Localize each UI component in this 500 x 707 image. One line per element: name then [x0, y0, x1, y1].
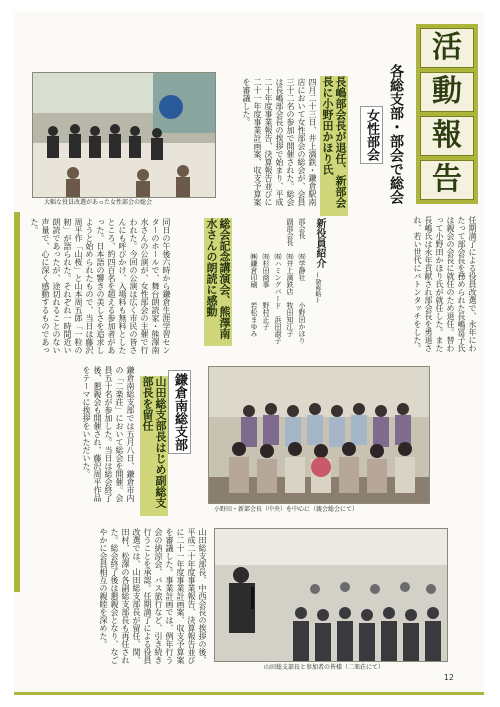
bottom-accent	[14, 692, 484, 695]
kamakura-meeting-photo	[214, 528, 448, 662]
officer-3: ㈲ハミングバード 浜田淑子	[274, 218, 282, 344]
section3-body: 同日の午後六時から鎌倉生涯学習センターのホールで、舞台朗読家・熊澤南水さんの公演が、女性部会の主催で行われた。今回の公演は広く市民の皆さんにも呼びかけ、入場料も無料としたところ、約四百名を超える参加者があった。日本語の響きの美しさを追求しようと始められたもので、当日は藤沢周平作「山桜」と山本周五郎「一粒の籾」が語られた。それぞれ一時間近い朗読であったが、途切れることのない声量で、心に深く感動するものであった。	[30, 218, 171, 354]
title-block	[414, 24, 478, 204]
section4-unit: 鎌倉南総支部	[168, 370, 191, 454]
accent-bar	[14, 212, 20, 592]
group-photo	[208, 366, 430, 504]
title-char-4: 告	[420, 160, 474, 200]
officer-1: 部会長 ㈲学静社 小野田かほり	[298, 218, 306, 344]
section4-body: 鎌倉南総支部では五月八日、鎌倉市内の「二楽荘」において総会を開催。会員五十名が参加した。当日は総会終了後、懇親会も開催され、藤沢周平作品をテーマに挨拶をいただいた。	[82, 366, 135, 502]
women-meeting-caption: 大幅な役員改選があった女性部会の総会	[44, 199, 152, 206]
kamakura-photo-caption: 山田総支部長と参加者の皆様（二楽荘にて）	[264, 664, 385, 671]
title-char-1: 活	[420, 28, 474, 68]
section1-headline: 長嶋部会長が退任、新部会長に小野田かほり氏	[320, 76, 348, 216]
officer-5: ㈱鎌倉印刷 若松まゆみ	[250, 218, 258, 337]
section1-body: 四月二十三日、井上滴鉄・鎌倉駅南店において女性部会の総会が、会員三十二名の参加で開催された。総会は長嶋部会長の挨拶で始まり、平成二十年度事業報告、決算報告並びに二十一年度事業計画案、収支予算案を審議した。	[242, 78, 317, 206]
officers-heading: 新役員紹介	[314, 218, 325, 268]
section4-headline: 山田総支部長はじめ副総支部長を留任	[140, 376, 168, 516]
section4-body2: 山田総支部長、中西会長の挨拶の後、平成二十年度事業報告、決算報告並びに二十一年度事業計画案、収支予算案を審議した。事業計画では、例年行う会の納涼会、バス旅行など、引き続き行うことを承認。任期満了による役員改選では、山田総支部長が留任、関、田村、松澤の各副総支部長も再任された。総会終了後は懇親会となり、なごやかに会員相互の親睦を深めた。	[99, 528, 207, 664]
women-meeting-photo	[32, 72, 216, 198]
officer-4: ㈲杉田商事 野村正子	[262, 218, 270, 330]
magazine-page	[14, 12, 484, 692]
section2-body: 任期満了による役員改選で、永年にわたって部会長を務められた長嶋冨子氏は親会の会長に就任のため退任。替わって小野田かほり氏が就任した。また長嶋氏は永年貢献され部会長を勇退され、若い世代にバトンタッチをした。	[413, 216, 477, 352]
subtitle: 各総支部・部会で総会	[388, 64, 404, 204]
title-char-3: 報	[420, 116, 474, 156]
officers-note: (敬称略)	[314, 272, 321, 304]
officer-2: 副部会長 ㈲井上滴鉄店 牧田知江子	[286, 218, 294, 337]
title-char-2: 動	[420, 72, 474, 112]
title-box	[416, 24, 478, 204]
section3-headline: 総会記念講演会、熊澤南水さんの朗読に感動	[204, 218, 232, 346]
section1-unit: 女性部会	[360, 106, 383, 164]
group-photo-caption: 小野田・新部会長（中央）を中心に（親会総会にて）	[214, 506, 359, 513]
page-number: 12	[443, 673, 454, 682]
